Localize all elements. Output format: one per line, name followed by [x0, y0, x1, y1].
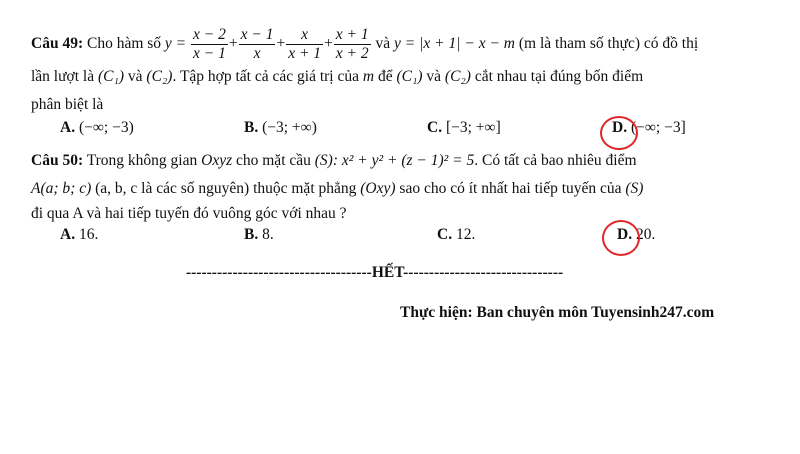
q49-frac4: $\frac{x + 1}{x + 2}$	[335, 26, 369, 62]
q50-plane: (Oxy)	[360, 180, 396, 197]
q49-line1: Câu 49: Cho hàm số y = $\frac{x - 2}{x - 1}$ + $\frac{x - 1}{x}$ + $\frac{x}{x + 1}$ + $\frac{x + 1}{x + 2}$ và y = |x + 1| − x − m (m là tham số thực) có đồ thị	[31, 26, 699, 62]
q49-intro: Cho hàm số	[86, 35, 162, 53]
q50-oxyz: Oxyz	[201, 152, 233, 169]
q50-option-a[interactable]: A. 16.	[60, 226, 99, 243]
q49-param-note: (m là tham số thực) có đồ thị	[518, 35, 699, 53]
q49-line2: lần lượt là (C₁) và (C₂). Tập hợp tất cả các giá trị của m để (C₁) và (C₂) cắt nhau tại đúng bốn điểm	[31, 68, 644, 85]
q50-sphere: (S): x² + y² + (z − 1)² = 5	[314, 152, 475, 169]
q49-frac2: $\frac{x - 1}{x}$	[240, 26, 274, 62]
q50-answer-circle	[602, 220, 640, 256]
q49-second-fn: y = |x + 1| − x − m	[394, 35, 515, 53]
q50-option-b[interactable]: B. 8.	[244, 226, 274, 243]
q49-c1: (C₁)	[97, 68, 125, 85]
q50-option-c[interactable]: C. 12.	[437, 226, 476, 243]
q50-point: A(a; b; c)	[31, 180, 92, 197]
q49-option-d[interactable]: D. (−∞; −3]	[612, 119, 686, 136]
q49-line3: phân biệt là	[31, 96, 104, 113]
q50-option-d[interactable]: D. 20.	[617, 226, 656, 243]
q49-frac1: $\frac{x - 2}{x - 1}$	[193, 26, 226, 62]
q49-label: Câu 49:	[31, 35, 84, 53]
end-line: ------------------------------------HẾT-------------------------------	[186, 264, 564, 281]
q49-y-eq: y =	[164, 35, 187, 53]
q49-option-c[interactable]: C. [−3; +∞]	[427, 119, 501, 136]
q49-and: và	[375, 35, 391, 53]
q49-answer-circle	[600, 116, 638, 150]
q50-line3: đi qua A và hai tiếp tuyến đó vuông góc với nhau ?	[31, 205, 347, 222]
q50-line2: A(a; b; c) (a, b, c là các số nguyên) thuộc mặt phẳng (Oxy) sao cho có ít nhất hai tiếp tuyến của (S)	[31, 180, 644, 197]
q49-option-b[interactable]: B. (−3; +∞)	[244, 119, 317, 136]
q49-frac3: $\frac{x}{x + 1}$	[288, 26, 322, 62]
q49-c2: (C₂)	[146, 68, 173, 85]
q50-label: Câu 50:	[31, 152, 84, 169]
credit-line: Thực hiện: Ban chuyên môn Tuyensinh247.com	[400, 304, 715, 321]
q49-option-a[interactable]: A. (−∞; −3)	[60, 119, 134, 136]
q50-line1: Câu 50: Trong không gian Oxyz cho mặt cầu (S): x² + y² + (z − 1)² = 5. Có tất cả bao nhiêu điểm	[31, 152, 637, 169]
